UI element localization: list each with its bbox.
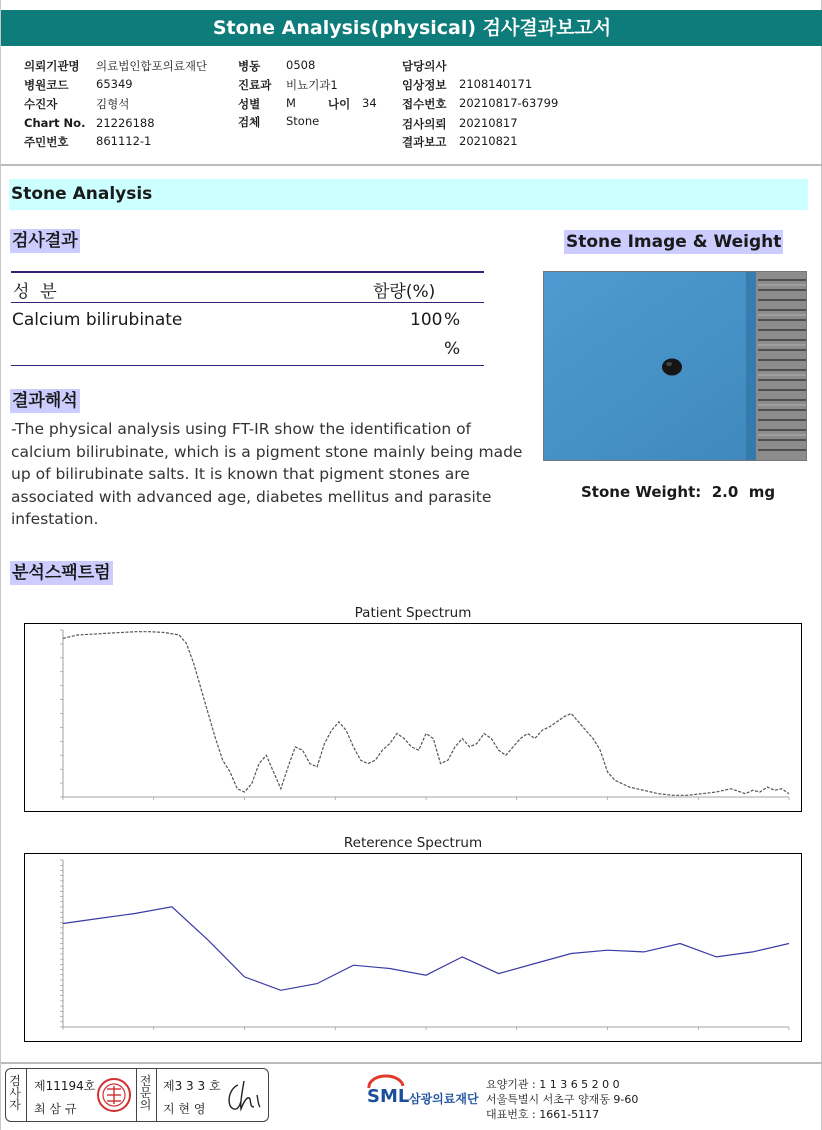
axis-line (63, 630, 789, 797)
value-report-date: 20210821 (459, 134, 518, 148)
result-heading: 검사결과 (12, 231, 78, 251)
divider (156, 1069, 157, 1121)
reference-spectrum-svg (25, 854, 801, 1041)
row-amount: 100 (410, 310, 443, 330)
label-attending-doctor: 담당의사 (402, 59, 447, 73)
label-resident-no: 주민번호 (24, 135, 69, 149)
value-receipt-no: 20210817-63799 (459, 96, 559, 110)
stone-image-heading: Stone Image & Weight (566, 232, 782, 252)
column-header-component: 성 분 (13, 282, 57, 302)
label-age: 나이 (328, 97, 351, 111)
table-header-rule (11, 302, 484, 303)
address: 서울특별시 서초구 양재동 9-60 (486, 1093, 639, 1106)
label-hospital-code: 병원코드 (24, 78, 69, 92)
doctor-license-no: 제3 3 3 호 (163, 1079, 221, 1093)
value-patient-name: 김형석 (96, 97, 130, 111)
label-requesting-institution: 의뢰기관명 (24, 59, 80, 73)
row-unit: % (444, 310, 461, 330)
divider (136, 1069, 137, 1121)
footer (1, 1062, 822, 1130)
spectrum-heading: 분석스팩트럼 (12, 563, 111, 583)
spectrum-series-line (63, 632, 789, 796)
label-patient-name: 수진자 (24, 97, 58, 111)
interpretation-text: -The physical analysis using FT-IR show the identification of calcium bilirubinate, which is a pigment stone mainly being made up of bilirubinate salts. It is known that pigment stones are associated with advanced age, diabetes mellitus and parasite infestation. (11, 420, 523, 528)
column-header-amount: 함량(%) (373, 282, 436, 302)
stone-weight-value: 2.0 (711, 483, 739, 501)
spectrum-series-line (63, 907, 789, 991)
interpretation-heading: 결과해석 (12, 391, 78, 411)
institution-code: 요양기관 : 1 1 3 6 5 2 0 0 (486, 1078, 620, 1091)
value-resident-no: 861112-1 (96, 134, 152, 148)
divider (26, 1069, 27, 1121)
stone-photo-graphic (544, 272, 807, 461)
phone-number: 대표번호 : 1661-5117 (486, 1108, 600, 1121)
value-requesting-institution: 의료법인합포의료재단 (96, 59, 208, 73)
value-sex: M (286, 96, 296, 110)
row-unit: % (444, 339, 461, 359)
inspector-license-no: 제11194호 (34, 1079, 96, 1093)
value-hospital-code: 65349 (96, 77, 133, 91)
patient-spectrum-chart (24, 623, 802, 812)
sml-logo-text: SML (367, 1086, 410, 1107)
value-request-date: 20210817 (459, 116, 518, 130)
value-clinical-info: 2108140171 (459, 77, 533, 91)
stone-photo (543, 271, 807, 461)
value-department: 비뇨기과1 (286, 78, 338, 92)
stone-weight-label: Stone Weight: (581, 483, 702, 501)
label-receipt-no: 접수번호 (402, 97, 447, 111)
patient-info (1, 50, 822, 166)
value-age: 34 (362, 96, 377, 110)
inspector-label: 검사자 (9, 1074, 21, 1112)
value-specimen: Stone (286, 114, 320, 128)
stone-weight-unit: mg (748, 483, 776, 501)
label-specimen: 검체 (238, 115, 261, 129)
value-ward: 0508 (286, 58, 316, 72)
label-ward: 병동 (238, 59, 261, 73)
section-title: Stone Analysis (9, 179, 808, 210)
signature-icon (224, 1077, 266, 1115)
label-request-date: 검사의뢰 (402, 117, 447, 131)
inspector-name: 최 삼 규 (34, 1102, 77, 1116)
row-component: Calcium bilirubinate (12, 310, 183, 330)
report-title: Stone Analysis(physical) 검사결과보고서 (1, 10, 822, 46)
reference-spectrum-title: Reterence Spectrum (343, 835, 483, 851)
organization-name: 삼광의료재단 (409, 1092, 479, 1106)
doctor-name: 지 현 영 (163, 1102, 206, 1116)
value-chart-no: 21226188 (96, 116, 155, 130)
patient-spectrum-svg (25, 624, 801, 811)
seal-stamp-icon (96, 1077, 132, 1113)
label-department: 진료과 (238, 78, 272, 92)
patient-spectrum-title: Patient Spectrum (354, 605, 472, 621)
table-top-rule (11, 271, 484, 273)
signature-box (5, 1068, 269, 1122)
table-bottom-rule (11, 365, 484, 366)
stone-weight (581, 483, 775, 501)
doctor-label: 전문의 (139, 1074, 152, 1112)
label-chart-no: Chart No. (24, 116, 86, 130)
label-report-date: 결과보고 (402, 135, 447, 149)
label-clinical-info: 임상정보 (402, 78, 447, 92)
reference-spectrum-chart (24, 853, 802, 1042)
label-sex: 성별 (238, 97, 261, 111)
